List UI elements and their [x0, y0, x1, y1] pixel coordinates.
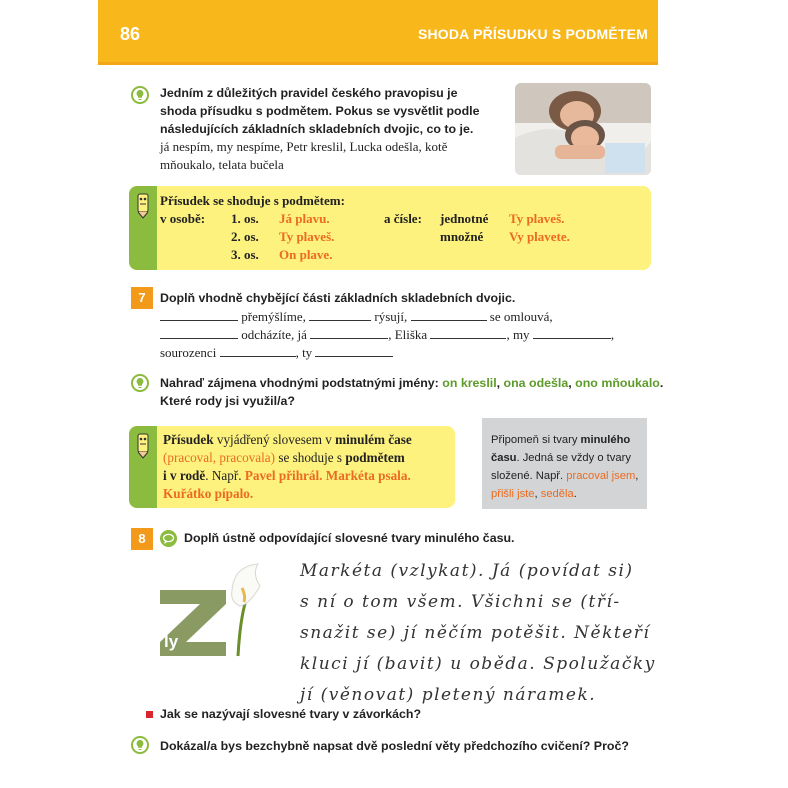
- handwriting-text: Markéta (vzlykat). Já (povídat si) s ní o tom všem. Všichni se (tří- snažit se) jí něčím potěšit. Někteří kluci jí (bavit) u oběda. Spolužačky jí (věnovat) pletený náramek.: [300, 561, 656, 705]
- lightbulb-icon: [131, 374, 149, 392]
- exercise-7-line-1: přemýšlíme, rýsují, se omlouvá,: [160, 308, 553, 326]
- blank-field[interactable]: [411, 309, 487, 321]
- blank-field[interactable]: [310, 327, 388, 339]
- exercise-7-line-3: sourozenci , ty: [160, 344, 393, 362]
- page-title: SHODA PŘÍSUDKU S PODMĚTEM: [417, 26, 648, 42]
- rule-strip: [129, 186, 157, 270]
- blank-field[interactable]: [430, 327, 506, 339]
- bullet-square-icon: [146, 711, 153, 718]
- rule-past-tense-text: Přísudek vyjádřený slovesem v minulém čase (pracoval, pracovala) se shoduje s podmětem i v rodě. Např. Pavel přihrál. Markéta psala. Kuřátko pípalo.: [163, 432, 412, 501]
- blank-field[interactable]: [309, 309, 371, 321]
- number-singular-label: jednotné: [440, 211, 489, 226]
- rule-number-label: a čísle:: [384, 211, 422, 226]
- rule-heading: Přísudek se shoduje s podmětem:: [160, 193, 345, 208]
- exercise-8-number: 8: [131, 528, 153, 550]
- pencil-mascot-icon: [129, 186, 157, 226]
- number-plural-example: Vy plavete.: [509, 229, 570, 244]
- memo-note-text: Připomeň si tvary minulého času. Jedná se vždy o tvary složené. Např. pracoval jsem, přišli jste, seděla.: [491, 434, 639, 500]
- blank-field[interactable]: [160, 309, 238, 321]
- person-1-label: 1. os.: [231, 211, 259, 226]
- rule-strip: [129, 426, 157, 508]
- person-3-example: On plave.: [279, 247, 333, 262]
- page-header: [98, 0, 658, 65]
- person-1-example: Já plavu.: [279, 211, 330, 226]
- question-write-sentences: Dokázal/a bys bezchybně napsat dvě poslední věty předchozího cvičení? Proč?: [160, 739, 629, 753]
- rule-person-label: v osobě:: [160, 211, 206, 226]
- lightbulb-icon: [131, 736, 149, 754]
- intro-text: Jedním z důležitých pravidel českého pravopisu je shoda přísudku s podmětem. Pokus se vysvětlit podle následujících základních skladebních dvojic, co to je.: [160, 86, 480, 136]
- letter-z-illustration: [160, 560, 270, 660]
- number-plural-label: množné: [440, 229, 484, 244]
- blank-field[interactable]: [315, 345, 393, 357]
- lightbulb-icon: [131, 86, 149, 104]
- exercise-7-number: 7: [131, 287, 153, 309]
- pencil-mascot-icon: [129, 426, 157, 466]
- question-replace-pronouns: Nahraď zájmena vhodnými podstatnými jmény: on kreslil, ona odešla, ono mňoukalo.: [160, 376, 664, 390]
- exercise-7-line-2: odcházíte, já , Eliška , my ,: [160, 326, 614, 344]
- speech-bubble-icon: [160, 530, 177, 547]
- question-verb-forms: Jak se nazývají slovesné tvary v závorkách?: [160, 707, 422, 721]
- blank-field[interactable]: [220, 345, 296, 357]
- sleeping-children-photo: [515, 83, 651, 175]
- question-genders: Které rody jsi využil/a?: [160, 394, 295, 408]
- person-3-label: 3. os.: [231, 247, 259, 262]
- person-2-label: 2. os.: [231, 229, 259, 244]
- person-2-example: Ty plaveš.: [279, 229, 335, 244]
- intro-examples: já nespím, my nespíme, Petr kreslil, Lucka odešla, kotě mňoukalo, telata bučela: [160, 139, 448, 172]
- number-singular-example: Ty plaveš.: [509, 211, 565, 226]
- page-number: 86: [120, 24, 141, 44]
- exercise-7-instruction: Doplň vhodně chybějící části základních skladebních dvojic.: [160, 291, 516, 305]
- exercise-8-instruction: Doplň ústně odpovídající slovesné tvary minulého času.: [184, 531, 515, 545]
- blank-field[interactable]: [160, 327, 238, 339]
- letter-caption: ly: [164, 632, 179, 651]
- blank-field[interactable]: [533, 327, 611, 339]
